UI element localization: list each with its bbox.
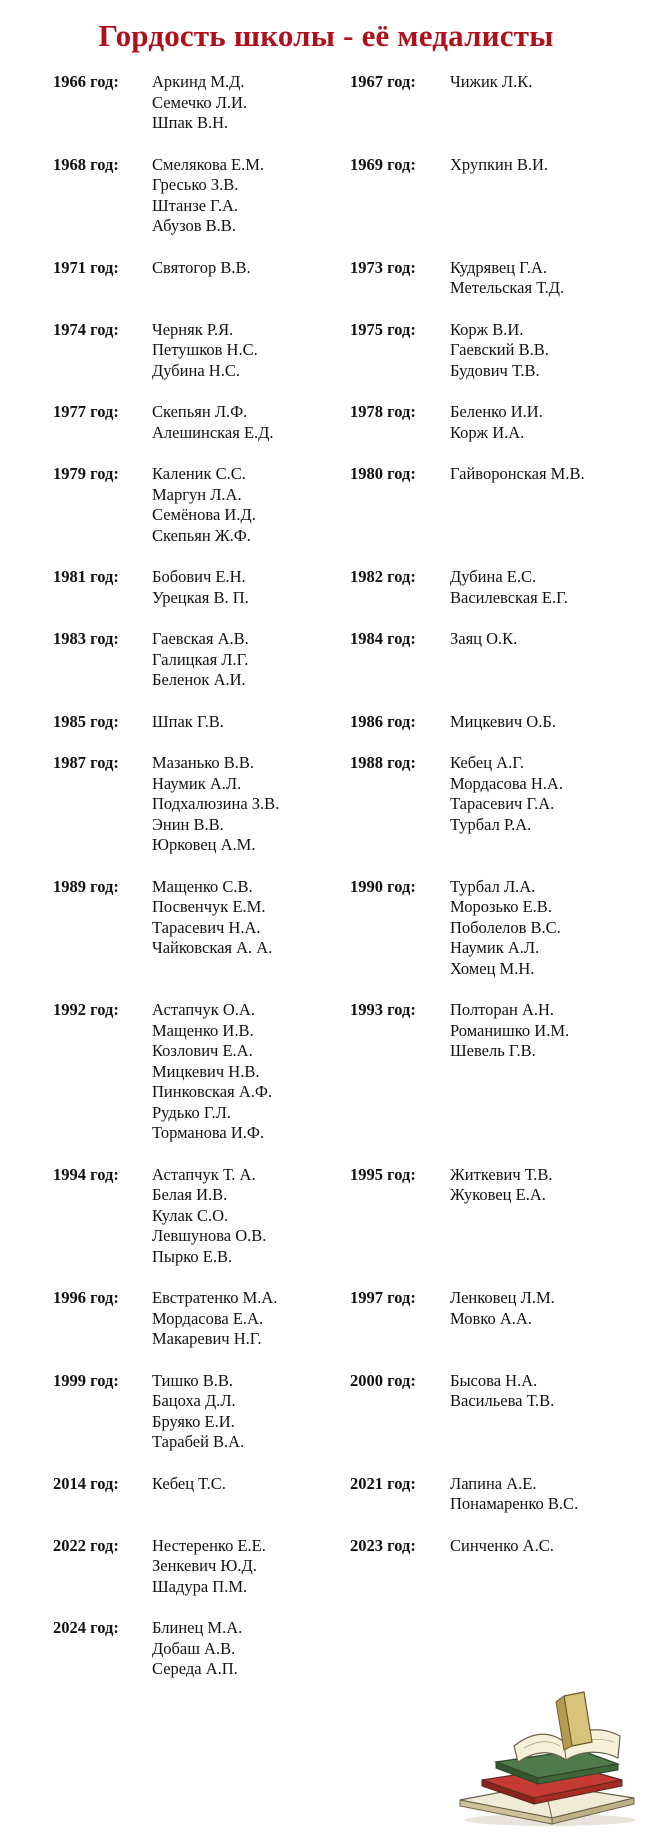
medalist-names [450, 877, 561, 980]
medalist-name: Бобович Е.Н. [152, 567, 246, 586]
medalist-name: Чайковская А. А. [152, 938, 273, 957]
medalist-name: Шпак Г.В. [152, 711, 224, 731]
medalist-name: Тарасевич Н.А. [152, 917, 261, 937]
medalist-name: Белая И.В. [152, 1185, 228, 1204]
medalist-name: Поболелов В.С. [450, 917, 561, 937]
open-books-icon [452, 1688, 642, 1828]
medalist-name: Понамаренко В.С. [450, 1494, 579, 1513]
medalist-name: Евстратенко М.А. [152, 1288, 278, 1307]
medalist-name: Шадура П.М. [152, 1576, 248, 1596]
medalist-name: Астапчук Т. А. [152, 1164, 256, 1184]
medalist-name: Морозько Е.В. [450, 897, 552, 916]
medalist-name: Тишко В.В. [152, 1370, 234, 1390]
medalist-names [450, 1288, 555, 1329]
medalist-names [450, 1536, 554, 1557]
medalist-names [450, 258, 564, 299]
medalist-name: Святогор В.В. [152, 257, 251, 277]
year-label: 1967 год: [350, 72, 416, 91]
medalist-name: Блинец М.А. [152, 1618, 243, 1637]
medalist-names [450, 629, 517, 650]
medalist-name: Тарасевич Г.А. [450, 794, 555, 813]
medalist-name: Левшунова О.В. [152, 1226, 267, 1245]
medalist-name: Торманова И.Ф. [152, 1123, 265, 1142]
medalist-name: Семёнова И.Д. [152, 505, 256, 524]
medalist-name: Урецкая В. П. [152, 587, 249, 607]
medalist-name: Подхалюзина З.В. [152, 794, 280, 813]
year-label: 1990 год: [350, 876, 416, 896]
medalist-names [152, 258, 251, 279]
medalist-name: Гайворонская М.В. [450, 464, 585, 483]
medalist-name: Наумик А.Л. [450, 938, 540, 957]
medalist-name: Беленко И.И. [450, 402, 543, 421]
medalist-name: Пинковская А.Ф. [152, 1082, 273, 1101]
year-label: 1974 год: [53, 319, 119, 339]
year-label: 1966 год: [53, 72, 119, 91]
medalist-name: Штанзе Г.А. [152, 195, 239, 215]
medalist-name: Смелякова Е.М. [152, 154, 265, 174]
medalist-names [450, 1474, 578, 1515]
medalist-name: Алешинская Е.Д. [152, 422, 274, 442]
medalist-name: Абузов В.В. [152, 216, 236, 235]
medalist-name: Мицкевич О.Б. [450, 711, 556, 731]
medalist-names [450, 1000, 569, 1062]
medalist-name: Турбал Л.А. [450, 876, 536, 896]
medalist-name: Хомец М.Н. [450, 958, 535, 978]
medalist-name: Посвенчук Е.М. [152, 897, 266, 916]
year-label: 1977 год: [53, 402, 119, 421]
medalist-name: Корж В.И. [450, 319, 524, 339]
medalist-name: Добаш А.В. [152, 1638, 236, 1658]
year-label: 1996 год: [53, 1288, 119, 1307]
medalist-name: Макаревич Н.Г. [152, 1329, 262, 1348]
medalist-name: Романишко И.М. [450, 1020, 570, 1040]
medalist-name: Шпак В.Н. [152, 113, 229, 132]
medalist-name: Чижик Л.К. [450, 72, 533, 91]
year-label: 1973 год: [350, 257, 416, 277]
medalist-name: Мицкевич Н.В. [152, 1061, 260, 1081]
medalist-name: Нестеренко Е.Е. [152, 1535, 266, 1555]
medalist-names [450, 712, 556, 733]
medalist-name: Мащенко С.В. [152, 876, 253, 896]
medalist-names [450, 320, 549, 382]
medalist-name: Бруяко Е.И. [152, 1411, 235, 1431]
medalist-name: Мазанько В.В. [152, 753, 255, 772]
medalist-names [450, 464, 585, 485]
medalist-name: Ленковец Л.М. [450, 1288, 555, 1307]
year-label: 1988 год: [350, 753, 416, 772]
medalist-names [152, 1474, 226, 1495]
medalist-names [152, 320, 258, 382]
medalist-name: Юрковец А.М. [152, 835, 256, 854]
medalist-name: Бысова Н.А. [450, 1370, 538, 1390]
year-label: 1968 год: [53, 154, 119, 174]
medalist-name: Хрупкин В.И. [450, 154, 549, 174]
medalist-name: Мордасова Н.А. [450, 773, 563, 793]
medalist-name: Черняк Р.Я. [152, 319, 234, 339]
year-label: 1982 год: [350, 567, 416, 586]
year-label: 1992 год: [53, 1000, 119, 1019]
medalist-name: Скепьян Л.Ф. [152, 402, 248, 421]
year-label: 1987 год: [53, 753, 119, 772]
medalist-names [450, 155, 548, 176]
medalist-name: Гаевский В.В. [450, 340, 549, 359]
medalist-name: Жуковец Е.А. [450, 1185, 546, 1204]
medalist-names [152, 402, 274, 443]
year-label: 1979 год: [53, 464, 119, 483]
medalist-name: Скепьян Ж.Ф. [152, 525, 251, 545]
medalist-name: Мордасова Е.А. [152, 1308, 264, 1328]
medalist-name: Будович Т.В. [450, 360, 540, 380]
year-label: 2023 год: [350, 1535, 416, 1555]
medalist-names [152, 753, 279, 856]
medalist-name: Гаевская А.В. [152, 629, 249, 648]
medalist-name: Заяц О.К. [450, 629, 518, 648]
year-label: 1983 год: [53, 629, 119, 648]
year-label: 1969 год: [350, 154, 416, 174]
medalist-name: Тарабей В.А. [152, 1432, 245, 1451]
medalist-name: Пырко Е.В. [152, 1246, 233, 1266]
medalist-names [450, 753, 563, 835]
year-label: 2014 год: [53, 1473, 119, 1493]
year-label: 1997 год: [350, 1288, 416, 1307]
medalist-name: Рудько Г.Л. [152, 1102, 231, 1122]
year-label: 1981 год: [53, 567, 119, 586]
medalist-names [152, 877, 272, 959]
year-label: 2022 год: [53, 1535, 119, 1555]
medalist-name: Житкевич Т.В. [450, 1164, 553, 1184]
medalist-names [450, 1165, 552, 1206]
medalist-names [152, 1618, 242, 1680]
year-label: 1984 год: [350, 629, 416, 648]
medalist-name: Гресько З.В. [152, 175, 239, 194]
medalist-names [152, 72, 247, 134]
medalist-name: Мовко А.А. [450, 1308, 532, 1328]
year-label: 1978 год: [350, 402, 416, 421]
medalist-name: Наумик А.Л. [152, 773, 242, 793]
year-label: 1980 год: [350, 464, 416, 483]
medalist-name: Мащенко И.В. [152, 1020, 254, 1040]
medalist-name: Каленик С.С. [152, 464, 246, 483]
medalist-names [152, 464, 256, 546]
medalist-name: Корж И.А. [450, 422, 525, 442]
medalist-name: Энин В.В. [152, 814, 224, 834]
year-label: 1985 год: [53, 711, 119, 731]
medalist-name: Семечко Л.И. [152, 92, 248, 112]
medalist-name: Лапина А.Е. [450, 1473, 537, 1493]
medalist-names [152, 1536, 266, 1598]
medalist-names [450, 567, 568, 608]
medalist-names [450, 72, 532, 93]
medalist-name: Астапчук О.А. [152, 1000, 255, 1019]
medalist-name: Шевель Г.В. [450, 1041, 536, 1060]
medalist-name: Синченко А.С. [450, 1535, 554, 1555]
year-label: 1986 год: [350, 711, 416, 731]
medalist-names [152, 1288, 277, 1350]
medalist-names [152, 155, 264, 237]
year-label: 2000 год: [350, 1370, 416, 1390]
medalist-name: Беленок А.И. [152, 670, 246, 689]
medalist-name: Турбал Р.А. [450, 814, 532, 834]
year-label: 1999 год: [53, 1370, 119, 1390]
medalist-name: Кебец Т.С. [152, 1473, 226, 1493]
year-label: 2021 год: [350, 1473, 416, 1493]
medalist-names [152, 1165, 266, 1268]
medalist-name: Василевская Е.Г. [450, 587, 568, 607]
year-label: 1995 год: [350, 1164, 416, 1184]
year-label: 1971 год: [53, 257, 119, 277]
medalist-name: Зенкевич Ю.Д. [152, 1556, 257, 1575]
medalist-name: Аркинд М.Д. [152, 72, 245, 91]
medalist-name: Середа А.П. [152, 1659, 238, 1678]
medalist-name: Дубина Е.С. [450, 567, 537, 586]
year-label: 1989 год: [53, 876, 119, 896]
medalist-name: Бацоха Д.Л. [152, 1391, 236, 1410]
medalist-names [152, 1000, 272, 1144]
page-title: Гордость школы - её медалисты [98, 18, 554, 53]
medalist-name: Метельская Т.Д. [450, 278, 565, 297]
year-label: 1994 год: [53, 1164, 119, 1184]
medalist-name: Козлович Е.А. [152, 1041, 253, 1060]
medalist-names [152, 712, 224, 733]
year-label: 1975 год: [350, 319, 416, 339]
medalist-names [152, 567, 249, 608]
medalist-name: Галицкая Л.Г. [152, 649, 249, 669]
medalist-name: Васильева Т.В. [450, 1391, 555, 1410]
medalist-name: Маргун Л.А. [152, 484, 242, 504]
medalist-names [450, 402, 543, 443]
year-label: 2024 год: [53, 1618, 119, 1637]
medalist-name: Кулак С.О. [152, 1205, 229, 1225]
medalist-name: Полторан А.Н. [450, 1000, 555, 1019]
year-label: 1993 год: [350, 1000, 416, 1019]
medalist-names [152, 1371, 244, 1453]
medalist-name: Кебец А.Г. [450, 753, 525, 772]
medalist-name: Петушков Н.С. [152, 340, 258, 359]
medalist-names [152, 629, 249, 691]
medalist-names [450, 1371, 554, 1412]
medalist-name: Дубина Н.С. [152, 360, 240, 380]
medalist-name: Кудрявец Г.А. [450, 257, 548, 277]
